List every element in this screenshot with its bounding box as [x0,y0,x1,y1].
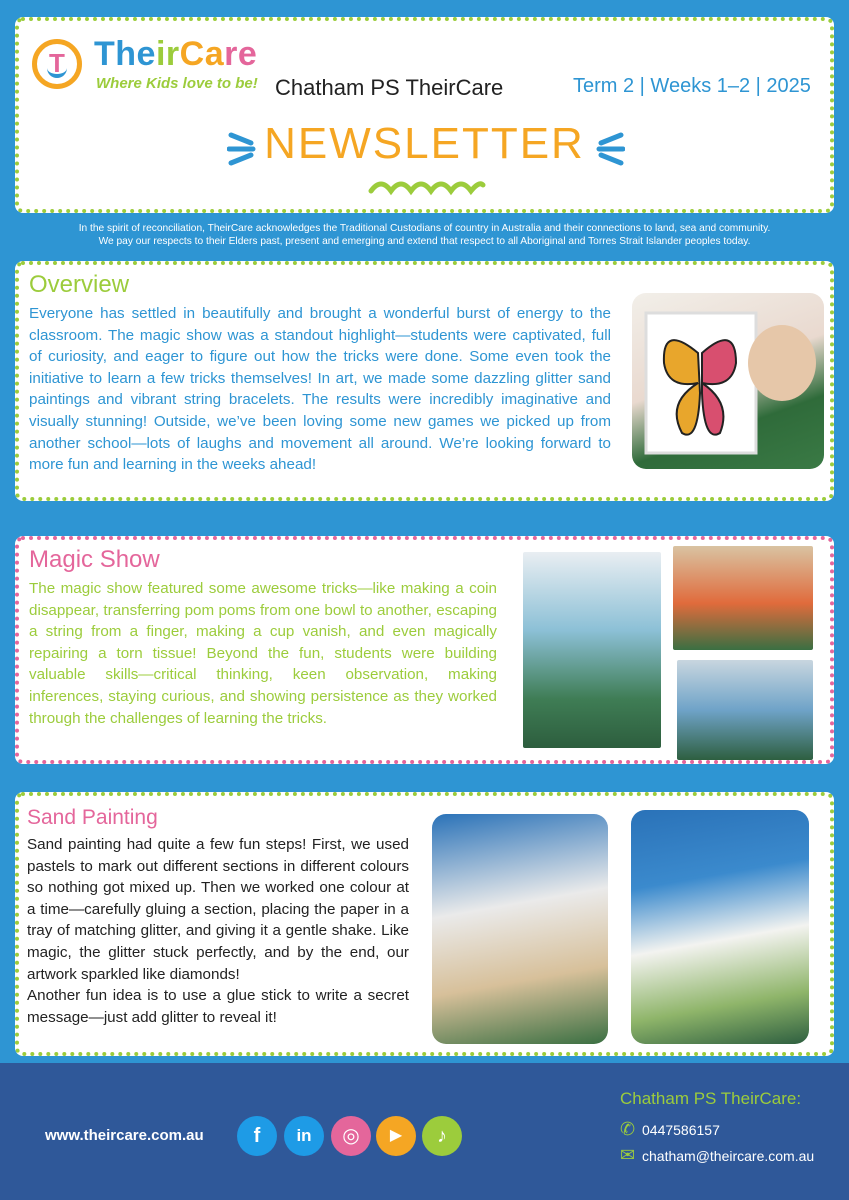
email-contact[interactable]: ✉ chatham@theircare.com.au [620,1145,815,1165]
sand-painting-title: Sand Painting [27,806,158,829]
butterfly-sand-art-photo [632,293,824,469]
sand-painting-photo-tree-art [631,810,809,1044]
logo-letter: T [49,48,65,78]
youtube-icon[interactable]: ▶ [376,1116,416,1156]
magic-show-photo-audience [677,660,813,760]
overview-text: Everyone has settled in beautifully and brought a wonderful burst of energy to the classroom. The magic show was a standout highlight—students were captivated, full of curiosity, and eager to figure out how the tricks were done. Some even took the initiative to learn a few tricks themselves! In art, we made some dazzling glitter sand paintings and vibrant string bracelets. The results were incredibly imaginative and visually stunning! Outside, we’ve been loving some new games we picked up from another school—lots of laughs and movement all around. We’re looking forward to more fun and learning in the weeks ahead! [29,305,611,474]
sand-painting-text: Sand painting had quite a few fun steps! First, we used pastels to mark out different sections in different colours so nothing got mixed up. Then we worked one colour at a time—carefully gluing a section, placing the paper in a tray of matching glitter, and giving it a gentle shake. Like magic, the glitter stuck perfectly, and by the end, our artwork sparkled like diamonds! Another fun idea is to use a glue stick to write a secret message—just add glitter to reveal it! [27,836,409,1026]
magic-show-title: Magic Show [29,546,160,573]
magic-show-photo-classroom [523,552,661,748]
instagram-icon[interactable]: ◎ [331,1116,371,1156]
phone-icon: ✆ [620,1119,636,1139]
acknowledgement-of-country: In the spirit of reconciliation, TheirCare acknowledges the Traditional Custodians of country in Australia and their connections to land, sea and community. We pay our respects to their Elders past, present and emerging and extend that respect to all Aboriginal and Torres Strait Islander peoples today. [78,223,771,247]
newsletter-title: NEWSLETTER [264,119,585,168]
overview-section [15,261,834,501]
logo-wordmark: TheirCare [94,35,258,73]
term-info: Term 2 | Weeks 1–2 | 2025 [573,75,811,97]
phone-contact[interactable]: ✆ 0447586157 [620,1119,720,1139]
right-spark-icon [595,129,625,169]
newsletter-header [15,17,834,213]
logo-tagline: Where Kids love to be! [96,75,258,92]
tiktok-icon[interactable]: ♪ [422,1116,462,1156]
footer [0,1063,849,1200]
sand-painting-section [15,792,834,1056]
logo-emblem [32,39,82,89]
theircare-logo [32,35,272,95]
magic-show-photo-performer [673,546,813,650]
zigzag-divider-icon [367,175,487,197]
contact-title: Chatham PS TheirCare: [620,1089,802,1108]
website-link[interactable]: www.theircare.com.au [45,1127,204,1144]
overview-title: Overview [29,271,130,298]
facebook-icon[interactable]: f [237,1116,277,1156]
school-name: Chatham PS TheirCare [275,75,504,100]
magic-show-section [15,536,834,764]
magic-show-text: The magic show featured some awesome tricks—like making a coin disappear, transferring pom poms from one bowl to another, escaping a string from a finger, making a cup vanish, and even magically repairing a torn tissue! Beyond the fun, students were building valuable skills—critical thinking, keen observation, making inferences, staying curious, and showing persistence as they worked through the challenges of learning the tricks. [29,580,497,727]
linkedin-icon[interactable]: in [284,1116,324,1156]
sand-painting-photo-tables [432,814,608,1044]
email-icon: ✉ [620,1145,636,1165]
